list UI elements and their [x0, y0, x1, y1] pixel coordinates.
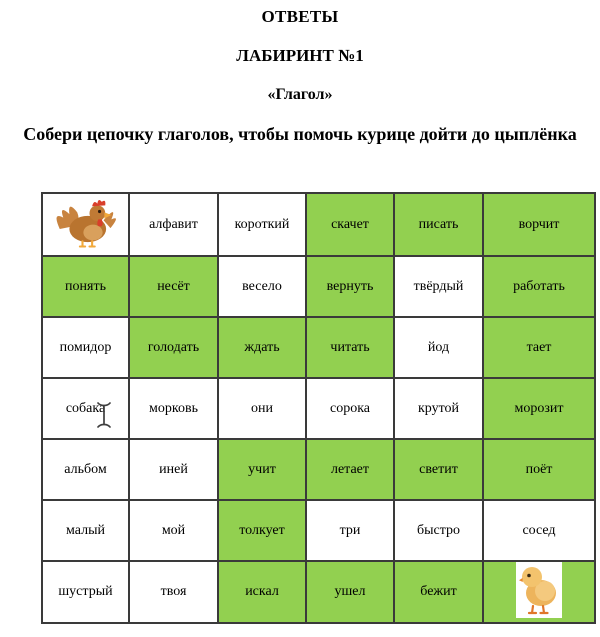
word-cell — [394, 378, 483, 439]
word-cell — [306, 317, 394, 378]
word-cell — [42, 256, 129, 317]
cell-word: они — [251, 400, 273, 416]
word-cell — [42, 500, 129, 561]
table-row — [42, 439, 595, 500]
cell-word: ждать — [244, 339, 280, 355]
maze-title: ЛАБИРИНТ №1 — [236, 46, 364, 65]
cell-word: мой — [161, 522, 186, 538]
word-cell — [129, 500, 218, 561]
cell-word: сосед — [522, 522, 556, 538]
word-cell — [483, 378, 595, 439]
maze-table — [41, 192, 596, 624]
cell-word: помидор — [59, 339, 112, 355]
cell-word: писать — [418, 216, 459, 232]
word-cell — [483, 500, 595, 561]
word-cell — [218, 317, 306, 378]
chick-icon — [516, 562, 562, 618]
word-cell — [306, 500, 394, 561]
word-cell — [306, 193, 394, 256]
cell-word: быстро — [416, 522, 461, 538]
cell-word: ворчит — [518, 216, 560, 232]
cell-word: работать — [513, 278, 565, 294]
cell-word: сорока — [329, 400, 371, 416]
cell-word: летает — [330, 461, 370, 477]
hen-cell — [42, 193, 129, 256]
cell-word: понять — [65, 278, 106, 294]
word-cell — [483, 317, 595, 378]
cell-word: искал — [245, 584, 279, 599]
word-cell — [42, 317, 129, 378]
word-cell — [129, 378, 218, 439]
hen-icon — [50, 194, 122, 250]
cell-word: несёт — [157, 278, 190, 294]
word-cell — [218, 500, 306, 561]
table-row — [42, 193, 595, 256]
cell-word: короткий — [234, 216, 290, 232]
cell-word: поёт — [525, 461, 553, 477]
cell-word: весело — [242, 278, 282, 294]
chick-cell — [483, 561, 595, 623]
word-cell — [42, 439, 129, 500]
cell-word: альбом — [64, 461, 107, 477]
table-row — [42, 256, 595, 317]
cell-word: крутой — [417, 400, 460, 416]
cell-word: малый — [66, 522, 105, 538]
page-title: ОТВЕТЫ — [261, 7, 339, 26]
word-cell — [394, 193, 483, 256]
cell-word: голодать — [147, 339, 200, 355]
word-cell — [218, 378, 306, 439]
cell-word: алфавит — [149, 216, 198, 232]
word-cell — [394, 500, 483, 561]
word-cell — [218, 256, 306, 317]
word-cell — [483, 439, 595, 500]
word-cell — [218, 439, 306, 500]
cell-word: светит — [419, 461, 458, 477]
cell-word: бежит — [420, 584, 457, 599]
cell-word: шустрый — [58, 584, 113, 599]
word-cell — [306, 439, 394, 500]
cell-word: твоя — [160, 584, 187, 599]
cell-word: вернуть — [326, 278, 374, 294]
word-cell — [306, 561, 394, 623]
word-cell — [42, 561, 129, 623]
cell-word: йод — [427, 339, 450, 355]
cell-word: твёрдый — [413, 278, 464, 294]
word-cell — [306, 378, 394, 439]
maze-table-body — [42, 193, 595, 623]
topic-title: «Глагол» — [267, 86, 333, 103]
word-cell — [218, 561, 306, 623]
word-cell — [129, 317, 218, 378]
word-cell — [129, 193, 218, 256]
cell-word: ушел — [334, 584, 366, 599]
word-cell — [129, 561, 218, 623]
word-cell — [394, 256, 483, 317]
cell-word: иней — [159, 461, 188, 477]
word-cell — [129, 439, 218, 500]
word-cell — [394, 317, 483, 378]
word-cell — [483, 193, 595, 256]
word-cell — [483, 256, 595, 317]
cell-word: три — [339, 522, 361, 538]
word-cell — [394, 561, 483, 623]
table-row — [42, 561, 595, 623]
word-cell — [218, 193, 306, 256]
table-row — [42, 378, 595, 439]
table-row — [42, 500, 595, 561]
cell-word: учит — [248, 461, 276, 477]
cell-word: морозит — [514, 400, 564, 416]
cell-word: тает — [526, 339, 552, 355]
word-cell — [306, 256, 394, 317]
word-cell — [394, 439, 483, 500]
table-row — [42, 317, 595, 378]
cell-word: читать — [330, 339, 370, 355]
cell-word: морковь — [149, 400, 198, 416]
word-cell — [129, 256, 218, 317]
instruction-text: Собери цепочку глаголов, чтобы помочь курице дойти до цыплёнка — [23, 124, 577, 144]
cell-word: скачет — [331, 216, 369, 232]
cell-word: собака — [65, 400, 106, 416]
word-cell — [42, 378, 129, 439]
cell-word: толкует — [239, 522, 285, 538]
